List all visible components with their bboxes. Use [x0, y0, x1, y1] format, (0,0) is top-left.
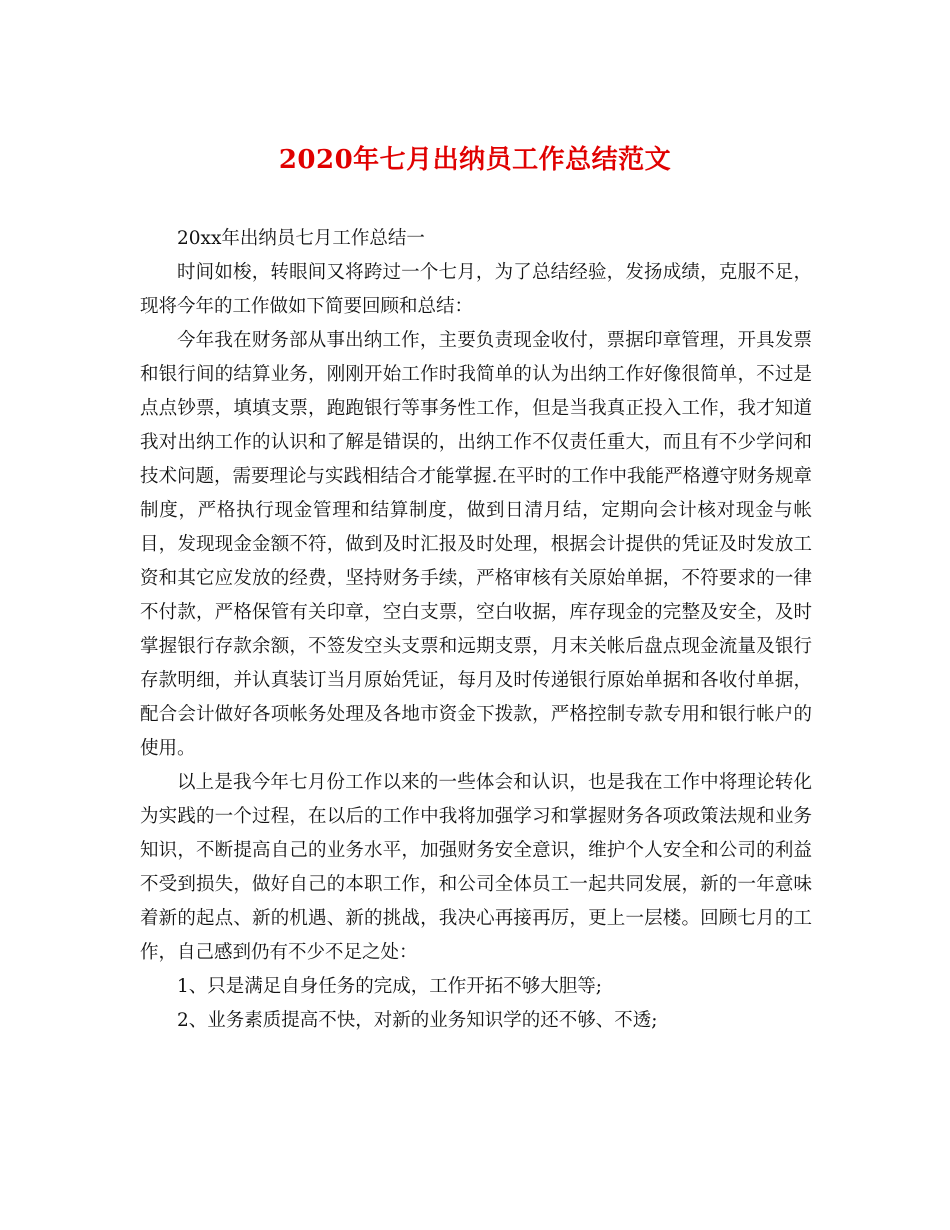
intro-paragraph: 时间如梭，转眼间又将跨过一个七月，为了总结经验，发扬成绩，克服不足，现将今年的工作做如下简要回顾和总结： [140, 262, 812, 317]
work-description-paragraph: 今年我在财务部从事出纳工作，主要负责现金收付，票据印章管理，开具发票和银行间的结算业务，刚刚开始工作时我简单的认为出纳工作好像很简单，不过是点点钞票，填填支票，跑跑银行等事务性工作，但是当我真正投入工作，我才知道我对出纳工作的认识和了解是错误的，出纳工作不仅责任重大，而且有不少学问和技术问题，需要理论与实践相结合才能掌握.在平时的工作中我能严格遵守财务规章制度，严格执行现金管理和结算制度，做到日清月结，定期向会计核对现金与帐目，发现现金金额不符，做到及时汇报及时处理，根据会计提供的凭证及时发放工资和其它应发放的经费，坚持财务手续，严格审核有关原始单据，不符要求的一律不付款，严格保管有关印章，空白支票，空白收据，库存现金的完整及安全，及时掌握银行存款余额，不签发空头支票和远期支票，月末关帐后盘点现金流量及银行存款明细，并认真装订当月原始凭证，每月及时传递银行原始单据和各收付单据，配合会计做好各项帐务处理及各地市资金下拨款，严格控制专款专用和银行帐户的使用。 [140, 330, 812, 759]
subtitle-paragraph: 20xx年出纳员七月工作总结一 [177, 228, 425, 249]
shortcoming-item-2: 2、业务素质提高不快，对新的业务知识学的还不够、不透; [177, 1010, 658, 1031]
shortcoming-item-1: 1、只是满足自身任务的完成，工作开拓不够大胆等; [177, 976, 603, 997]
document-title: 2020年七月出纳员工作总结范文 [278, 145, 672, 175]
reflection-paragraph: 以上是我今年七月份工作以来的一些体会和认识，也是我在工作中将理论转化为实践的一个过程，在以后的工作中我将加强学习和掌握财务各项政策法规和业务知识，不断提高自己的业务水平，加强财务安全意识，维护个人安全和公司的利益不受到损失，做好自己的本职工作，和公司全体员工一起共同发展，新的一年意味着新的起点、新的机遇、新的挑战，我决心再接再厉，更上一层楼。回顾七月的工作，自己感到仍有不少不足之处： [140, 772, 812, 963]
document-body [140, 222, 812, 1038]
